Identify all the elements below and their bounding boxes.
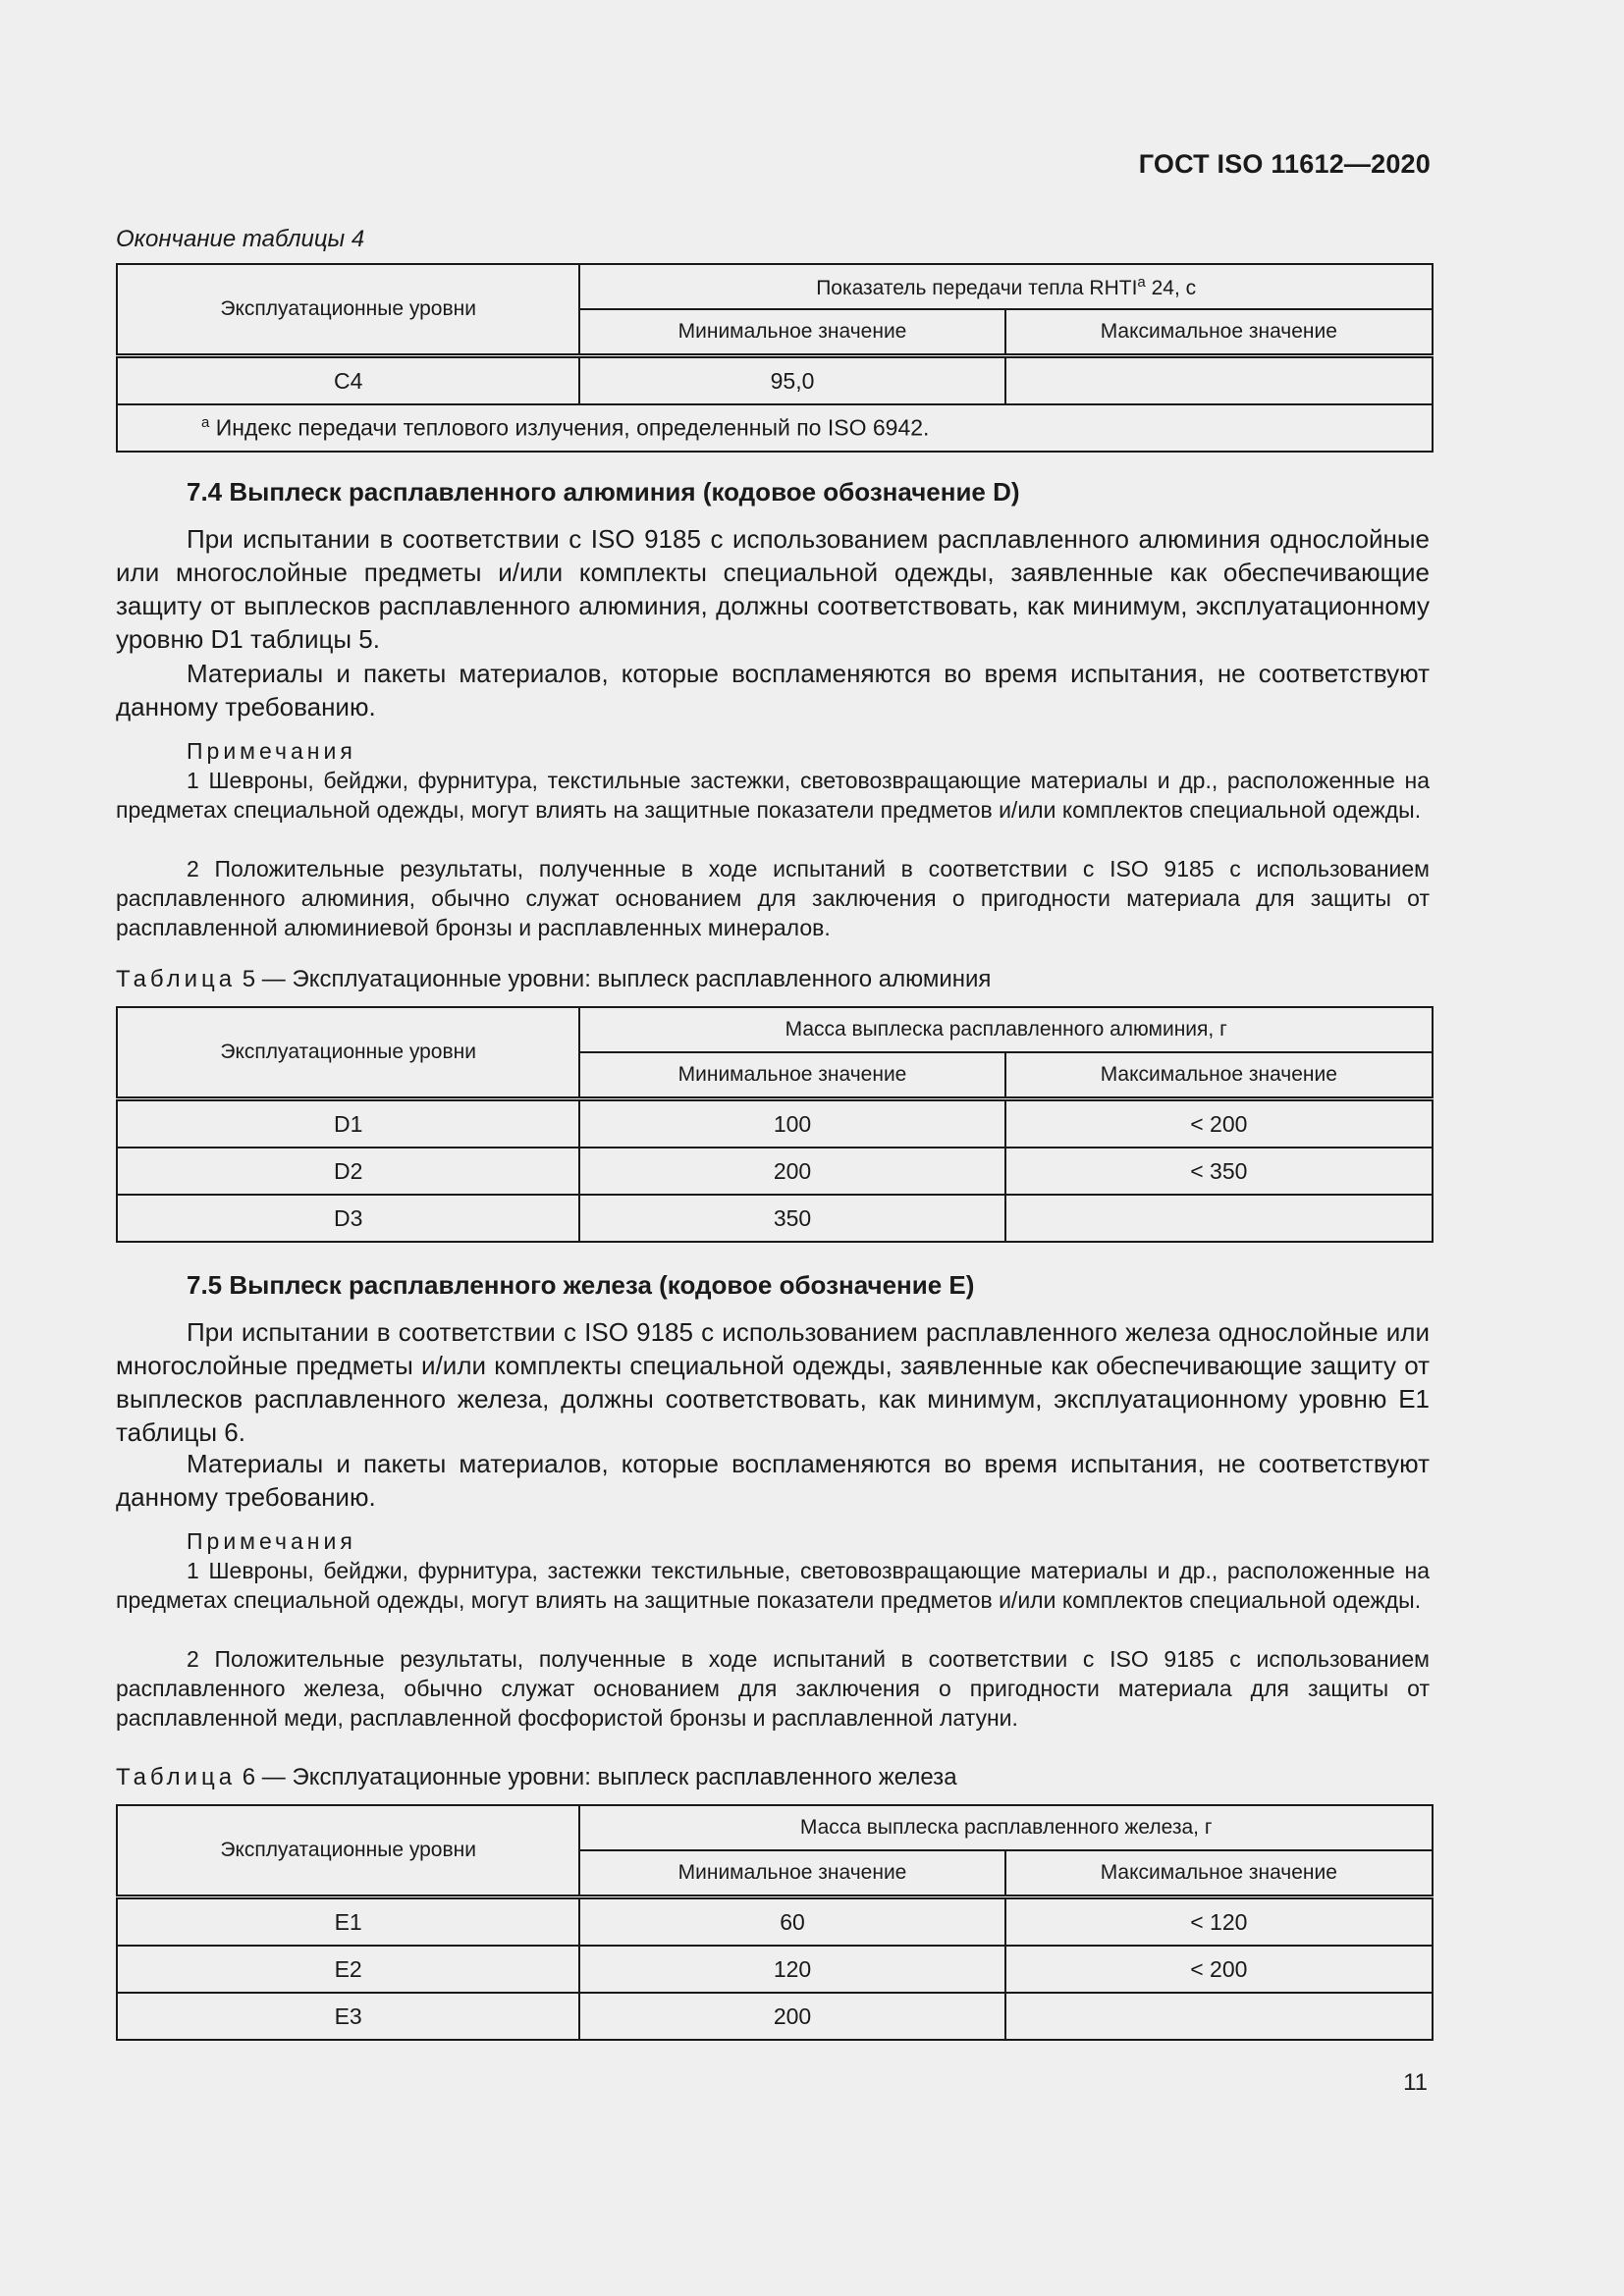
standard-code: ГОСТ ISO 11612—2020 [1138, 149, 1431, 179]
table-cell-max [1005, 1195, 1433, 1242]
table-cell-max: < 200 [1005, 1099, 1433, 1148]
table-cell-max [1005, 356, 1433, 405]
table-cell-min: 95,0 [579, 356, 1004, 405]
section-7-5-note1: 1 Шевроны, бейджи, фурнитура, застежки текстильные, световозвращающие материалы и др., расположенные на предметах специальной одежды, могут влиять на защитные показатели предметов и/или комплектов специальной одежды. [116, 1558, 1430, 1613]
table-cell-min: 120 [579, 1946, 1004, 1993]
table6-group-header: Масса выплеска расплавленного железа, г [579, 1805, 1433, 1850]
table5-col-levels: Эксплуатационные уровни [117, 1007, 579, 1099]
table-cell-level: C4 [117, 356, 579, 405]
notes-heading: Примечания [187, 738, 356, 764]
table4-footnote: $^a$ Индекс передачи теплового излучения, определенный по ISO 6942. [117, 404, 1433, 452]
table-row [117, 1099, 1433, 1148]
table-cell-max: < 350 [1005, 1148, 1433, 1195]
table-row [117, 1195, 1433, 1242]
section-7-4-para1: При испытании в соответствии с ISO 9185 с использованием расплавленного алюминия однослойные или многослойные предметы и/или комплекты специальной одежды, заявленные как обеспечивающие защиту от выплесков расплавленного алюминия, должны соответствовать, как минимум, эксплуатационному уровню D1 таблицы 5. [116, 524, 1430, 654]
page-number: 11 [1403, 2069, 1428, 2096]
table-cell-level: E1 [117, 1897, 579, 1947]
section-7-5-note2: 2 Положительные результаты, полученные в ходе испытаний в соответствии с ISO 9185 с использованием расплавленного железа, обычно служат основанием для заключения о пригодности материала для защиты от расплавленной меди, расплавленной фосфористой бронзы и расплавленной латуни. [116, 1646, 1430, 1731]
table-cell-level: E3 [117, 1993, 579, 2040]
section-7-4-note2: 2 Положительные результаты, полученные в ходе испытаний в соответствии с ISO 9185 с использованием расплавленного алюминия, обычно служат основанием для заключения о пригодности материала для защиты от расплавленной алюминиевой бронзы и расплавленных минералов. [116, 856, 1430, 940]
section-7-4-note1: 1 Шевроны, бейджи, фурнитура, текстильные застежки, световозвращающие материалы и др., расположенные на предметах специальной одежды, могут влиять на защитные показатели предметов и/или комплектов специальной одежды. [116, 768, 1430, 823]
table-cell-min: 350 [579, 1195, 1004, 1242]
table4-caption: Окончание таблицы 4 [116, 226, 365, 252]
table5-col-min: Минимальное значение [579, 1052, 1004, 1099]
section-7-5-heading: 7.5 Выплеск расплавленного железа (кодовое обозначение E) [187, 1270, 975, 1300]
table6 [116, 1804, 1434, 2041]
section-7-5-para1: При испытании в соответствии с ISO 9185 с использованием расплавленного железа однослойные или многослойные предметы и/или комплекты специальной одежды, заявленные как обеспечивающие защиту от выплесков расплавленного железа, должны соответствовать, как минимум, эксплуатационному уровню E1 таблицы 6. [116, 1317, 1430, 1447]
table4-col-max: Максимальное значение [1005, 309, 1433, 356]
table6-col-max: Максимальное значение [1005, 1850, 1433, 1897]
table-cell-min: 100 [579, 1099, 1004, 1148]
table-cell-level: E2 [117, 1946, 579, 1993]
table-cell-max [1005, 1993, 1433, 2040]
table-cell-max: < 120 [1005, 1897, 1433, 1947]
table4-end [116, 263, 1434, 453]
table-cell-level: D1 [117, 1099, 579, 1148]
table6-caption: Таблица 6 — Эксплуатационные уровни: выплеск расплавленного железа [116, 1764, 957, 1790]
table-row [117, 1148, 1433, 1195]
table4-col-levels: Эксплуатационные уровни [117, 264, 579, 356]
table-cell-max: < 200 [1005, 1946, 1433, 1993]
section-7-5-para2: Материалы и пакеты материалов, которые воспламеняются во время испытания, не соответствуют данному требованию. [116, 1449, 1430, 1512]
table-row [117, 1993, 1433, 2040]
table5-col-max: Максимальное значение [1005, 1052, 1433, 1099]
notes-heading: Примечания [187, 1528, 356, 1554]
table5-group-header: Масса выплеска расплавленного алюминия, г [579, 1007, 1433, 1052]
table-cell-level: D3 [117, 1195, 579, 1242]
section-7-4-para2: Материалы и пакеты материалов, которые воспламеняются во время испытания, не соответствуют данному требованию. [116, 659, 1430, 721]
table-cell-level: D2 [117, 1148, 579, 1195]
table-row [117, 1946, 1433, 1993]
section-7-4-heading: 7.4 Выплеск расплавленного алюминия (кодовое обозначение D) [187, 477, 1020, 507]
table6-col-levels: Эксплуатационные уровни [117, 1805, 579, 1897]
table5-caption: Таблица 5 — Эксплуатационные уровни: выплеск расплавленного алюминия [116, 966, 992, 992]
table-row [117, 1897, 1433, 1947]
table5 [116, 1006, 1434, 1243]
table4-col-min: Минимальное значение [579, 309, 1004, 356]
table-cell-min: 60 [579, 1897, 1004, 1947]
table-cell-min: 200 [579, 1148, 1004, 1195]
table6-col-min: Минимальное значение [579, 1850, 1004, 1897]
table4-group-header: Показатель передачи тепла RHTI$^a$ 24, с [579, 264, 1433, 309]
table-cell-min: 200 [579, 1993, 1004, 2040]
